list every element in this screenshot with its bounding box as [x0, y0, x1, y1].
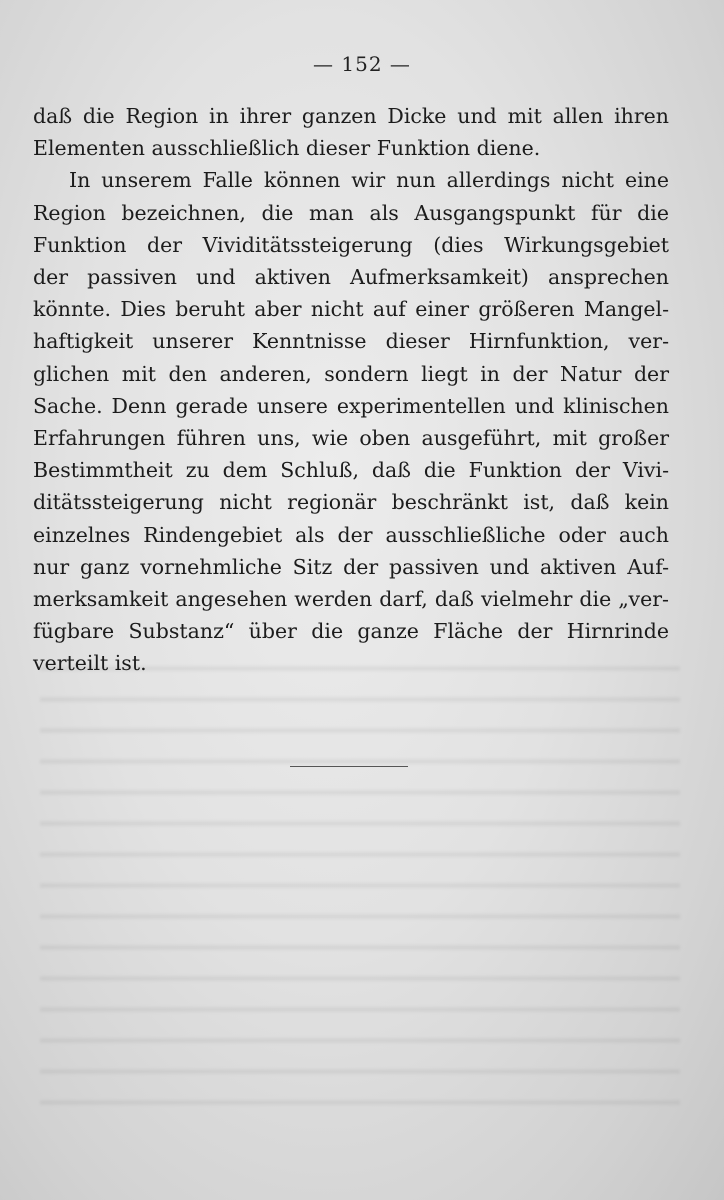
section-divider	[290, 766, 408, 767]
page-number: — 152 —	[313, 52, 411, 76]
text-line: nur ganz vornehmliche Sitz der passiven und aktiven Auf-	[33, 554, 669, 579]
text-line: haftigkeit unserer Kenntnisse dieser Hirnfunktion, ver-	[33, 329, 669, 354]
text-line: der passiven und aktiven Aufmerksamkeit) ansprechen	[33, 265, 669, 290]
text-line: daß die Region in ihrer ganzen Dicke und mit allen ihren	[33, 104, 669, 128]
text-line: fügbare Substanz“ über die ganze Fläche der Hirnrinde	[33, 619, 669, 644]
text-line: Sache. Denn gerade unsere experimentellen und klinischen	[33, 393, 669, 418]
paragraph	[33, 164, 669, 679]
text-line: merksamkeit angesehen werden darf, daß vielmehr die „ver-	[33, 587, 669, 612]
text-line: einzelnes Rindengebiet als der ausschließliche oder auch	[33, 522, 669, 547]
text-line: Erfahrungen führen uns, wie oben ausgeführt, mit großer	[33, 426, 669, 451]
text-line: glichen mit den anderen, sondern liegt in der Natur der	[33, 361, 669, 386]
body-text	[33, 100, 669, 680]
text-line: könnte. Dies beruht aber nicht auf einer größeren Mangel-	[33, 297, 669, 322]
text-line: Funktion der Vividitätssteigerung (dies Wirkungsgebiet	[33, 232, 669, 257]
show-through-text	[40, 650, 680, 1120]
text-line: Bestimmtheit zu dem Schluß, daß die Funktion der Vivi-	[33, 458, 669, 483]
text-line: Elementen ausschließlich dieser Funktion diene.	[33, 136, 541, 161]
text-line: In unserem Falle können wir nun allerdings nicht eine	[69, 168, 669, 193]
text-line: ditätssteigerung nicht regionär beschränkt ist, daß kein	[33, 490, 669, 515]
text-line: Region bezeichnen, die man als Ausgangspunkt für die	[33, 200, 669, 225]
text-line: verteilt ist.	[33, 651, 147, 676]
paragraph	[33, 100, 669, 164]
